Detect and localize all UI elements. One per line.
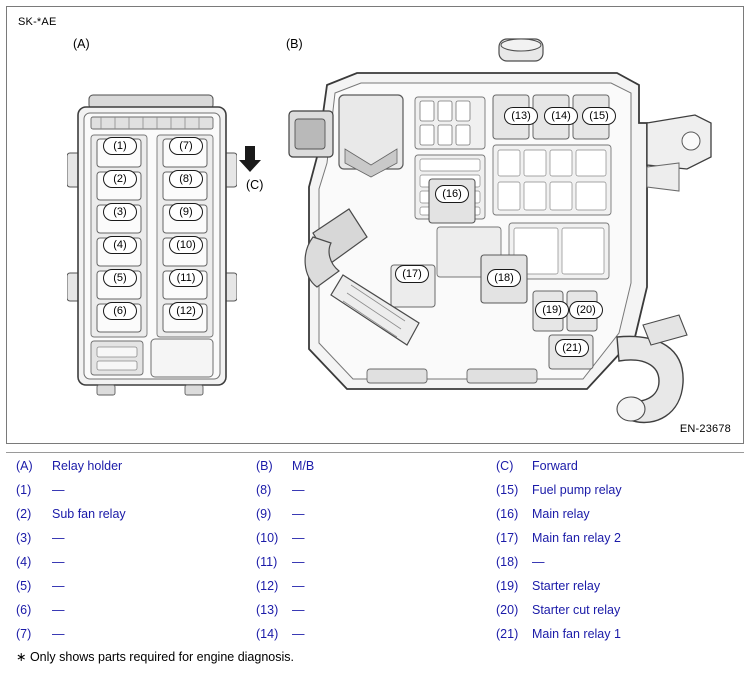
callout-17: (17) [395,265,429,283]
legend-value: — [52,531,65,545]
sk-code-label: SK-*AE [18,16,57,28]
legend-value: Main fan relay 1 [532,627,621,641]
callout-14: (14) [544,107,578,125]
callout-10: (10) [169,236,203,254]
legend-key: (7) [16,627,32,641]
callout-5: (5) [103,269,137,287]
legend-value: Forward [532,459,578,473]
figure-panel [6,6,744,444]
legend-item [486,483,744,507]
legend-value: — [292,507,305,521]
legend-key: (17) [496,531,519,545]
legend-item [246,507,486,531]
legend-value: Main relay [532,507,590,521]
legend-key: (20) [496,603,519,617]
legend-footnote: ∗ Only shows parts required for engine diagnosis. [16,650,294,664]
legend-item [486,507,744,531]
callout-6: (6) [103,302,137,320]
legend-item [6,507,246,531]
legend-item [6,603,246,627]
legend-item [246,627,486,651]
callout-12: (12) [169,302,203,320]
legend-key: (3) [16,531,32,545]
legend-key: (11) [256,555,278,569]
legend-key: (18) [496,555,519,569]
legend-panel [6,452,744,668]
legend-key: (16) [496,507,519,521]
legend-item [486,459,744,483]
forward-arrow-icon [239,146,261,172]
relay-holder-diagram [67,93,237,398]
legend-key: (5) [16,579,32,593]
legend-grid [6,459,744,651]
callout-13: (13) [504,107,538,125]
legend-value: Relay holder [52,459,123,473]
legend-value: — [292,579,305,593]
legend-value: — [52,603,65,617]
legend-value: — [52,555,65,569]
legend-value: — [52,579,65,593]
legend-value: — [292,483,305,497]
callout-16: (16) [435,185,469,203]
legend-item [246,603,486,627]
legend-key: (21) [496,627,519,641]
callout-3: (3) [103,203,137,221]
legend-key: (19) [496,579,519,593]
en-code-label: EN-23678 [679,423,731,435]
legend-value: — [292,627,305,641]
legend-key: (14) [256,627,279,641]
legend-value: — [52,483,65,497]
legend-key: (2) [16,507,32,521]
legend-value: Starter cut relay [532,603,621,617]
legend-key: (13) [256,603,279,617]
legend-item [486,579,744,603]
legend-item [486,627,744,651]
figure-caption-b: (B) [286,37,303,51]
legend-key: (B) [256,459,273,473]
legend-item [246,531,486,555]
callout-4: (4) [103,236,137,254]
legend-value: Starter relay [532,579,601,593]
legend-key: (A) [16,459,33,473]
legend-item [6,531,246,555]
legend-value: — [532,555,545,569]
legend-key: (1) [16,483,32,497]
legend-value: — [292,531,305,545]
legend-item [486,531,744,555]
legend-key: (6) [16,603,32,617]
legend-item [246,555,486,579]
legend-item [246,459,486,483]
legend-value: Sub fan relay [52,507,126,521]
legend-value: M/B [292,459,315,473]
legend-value: Fuel pump relay [532,483,622,497]
legend-key: (8) [256,483,272,497]
callout-2: (2) [103,170,137,188]
callout-7: (7) [169,137,203,155]
callout-19: (19) [535,301,569,319]
figure-caption-a: (A) [73,37,90,51]
legend-value: — [292,603,305,617]
legend-value: — [52,627,65,641]
legend-value: — [292,555,305,569]
legend-key: (12) [256,579,279,593]
callout-1: (1) [103,137,137,155]
callout-11: (11) [169,269,203,287]
legend-item [246,579,486,603]
callout-15: (15) [582,107,616,125]
legend-key: (4) [16,555,32,569]
main-fuse-box-diagram [287,37,717,437]
callout-18: (18) [487,269,521,287]
legend-key: (10) [256,531,279,545]
legend-item [6,483,246,507]
legend-key: (15) [496,483,519,497]
legend-item [6,459,246,483]
legend-value: Main fan relay 2 [532,531,621,545]
callout-21: (21) [555,339,589,357]
legend-item [486,555,744,579]
legend-item [6,555,246,579]
legend-item [486,603,744,627]
legend-item [246,483,486,507]
figure-caption-c: (C) [246,178,264,192]
legend-key: (C) [496,459,514,473]
legend-item [6,579,246,603]
callout-8: (8) [169,170,203,188]
legend-key: (9) [256,507,272,521]
legend-item [6,627,246,651]
callout-9: (9) [169,203,203,221]
callout-20: (20) [569,301,603,319]
